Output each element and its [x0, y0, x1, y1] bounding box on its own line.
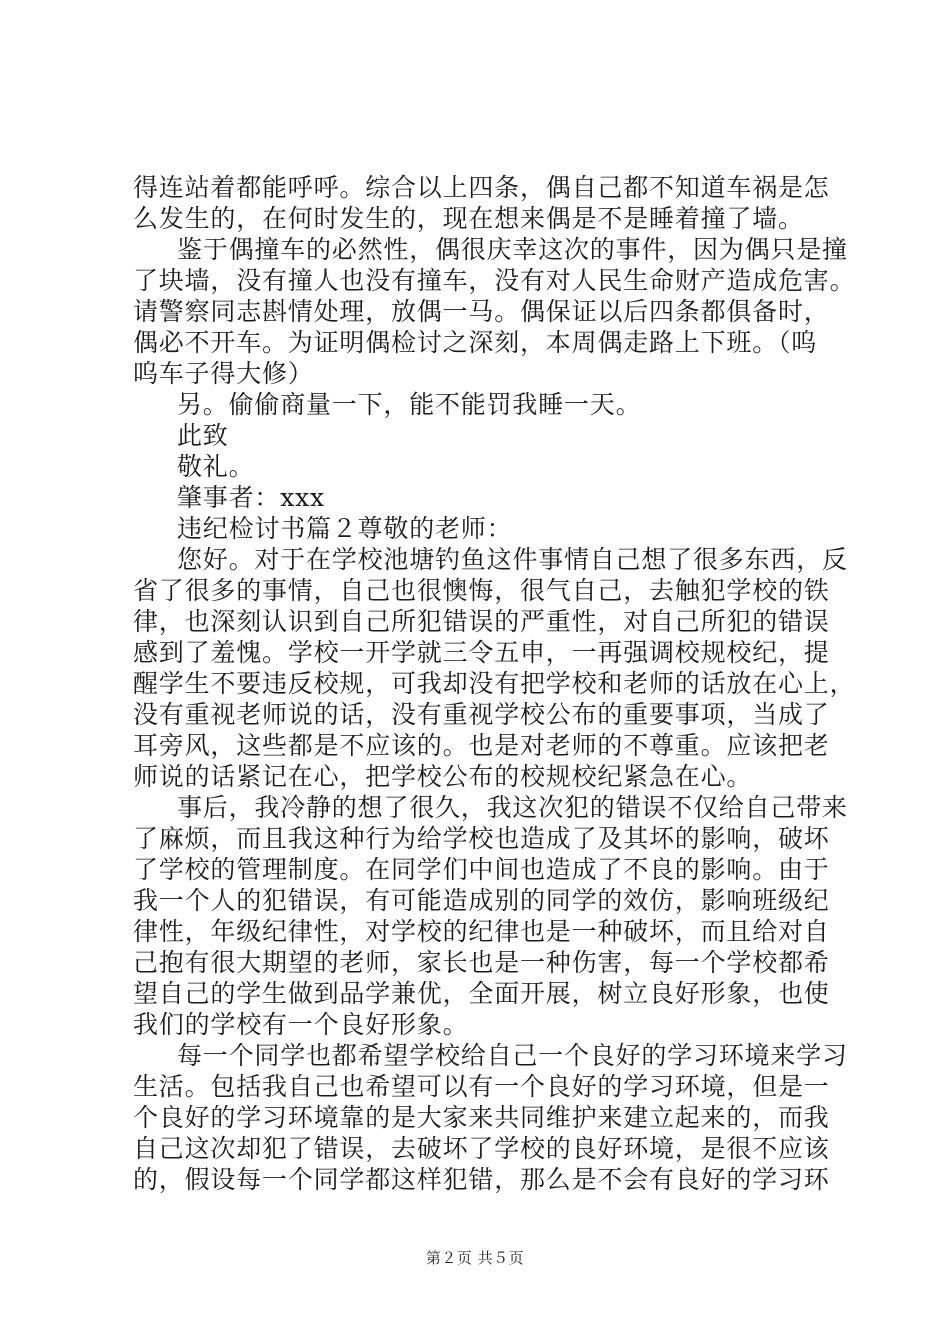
text-line: 省了很多的事情，自己也很懊悔，很气自己，去触犯学校的铁	[133, 576, 830, 605]
text-line: 个良好的学习环境靠的是大家来共同维护来建立起来的，而我	[133, 1103, 830, 1132]
text-line: 偶必不开车。为证明偶检讨之深刻，本周偶走路上下班。（呜	[133, 328, 818, 357]
text-line: 了块墙，没有撞人也没有撞车，没有对人民生命财产造成危害。	[133, 266, 856, 295]
text-line: 您好。对于在学校池塘钓鱼这件事情自己想了很多东西，反	[177, 545, 848, 574]
text-line: 生活。包括我自己也希望可以有一个良好的学习环境，但是一	[133, 1072, 830, 1101]
text-line: 敬礼。	[177, 452, 255, 481]
text-line: 鉴于偶撞车的必然性，偶很庆幸这次的事件，因为偶只是撞	[177, 235, 848, 264]
page-footer: 第２页 共５页	[425, 1249, 525, 1267]
text-line: 了学校的管理制度。在同学们中间也造成了不良的影响。由于	[133, 855, 830, 884]
text-line: 呜车子得大修）	[133, 359, 314, 388]
text-line: 我一个人的犯错误，有可能造成别的同学的效仿，影响班级纪	[133, 886, 830, 915]
text-line: 此致	[177, 421, 229, 450]
text-line: 己抱有很大期望的老师，家长也是一种伤害，每一个学校都希	[133, 948, 830, 977]
text-line: 每一个同学也都希望学校给自己一个良好的学习环境来学习	[177, 1041, 848, 1070]
text-line: 自己这次却犯了错误，去破坏了学校的良好环境，是很不应该	[133, 1134, 830, 1163]
text-line: 肇事者：xxx	[177, 483, 325, 512]
text-line: 望自己的学生做到品学兼优，全面开展，树立良好形象，也使	[133, 979, 830, 1008]
text-line: 事后，我冷静的想了很久，我这次犯的错误不仅给自己带来	[177, 793, 848, 822]
text-line: 么发生的，在何时发生的，现在想来偶是不是睡着撞了墙。	[133, 204, 804, 233]
text-line: 请警察同志斟情处理，放偶一马。偶保证以后四条都俱备时，	[133, 297, 830, 326]
text-line: 律，也深刻认识到自己所犯错误的严重性，对自己所犯的错误	[133, 607, 830, 636]
text-line: 另。偷偷商量一下，能不能罚我睡一天。	[177, 390, 642, 419]
text-line: 师说的话紧记在心，把学校公布的校规校纪紧急在心。	[133, 762, 753, 791]
text-line: 了麻烦，而且我这种行为给学校也造成了及其坏的影响，破坏	[133, 824, 830, 853]
text-line: 醒学生不要违反校规，可我却没有把学校和老师的话放在心上，	[133, 669, 856, 698]
text-line: 感到了羞愧。学校一开学就三令五申，一再强调校规校纪，提	[133, 638, 830, 667]
text-line: 的，假设每一个同学都这样犯错，那么是不会有良好的学习环	[133, 1165, 830, 1194]
text-line: 我们的学校有一个良好形象。	[133, 1010, 469, 1039]
document-body	[133, 172, 856, 1195]
text-line: 没有重视老师说的话，没有重视学校公布的重要事项，当成了	[133, 700, 830, 729]
text-line: 律性，年级纪律性，对学校的纪律也是一种破坏，而且给对自	[133, 917, 830, 946]
text-line: 违纪检讨书篇２尊敬的老师：	[177, 514, 513, 543]
text-line: 得连站着都能呼呼。综合以上四条，偶自己都不知道车祸是怎	[133, 173, 830, 202]
text-line: 耳旁风，这些都是不应该的。也是对老师的不尊重。应该把老	[133, 731, 830, 760]
